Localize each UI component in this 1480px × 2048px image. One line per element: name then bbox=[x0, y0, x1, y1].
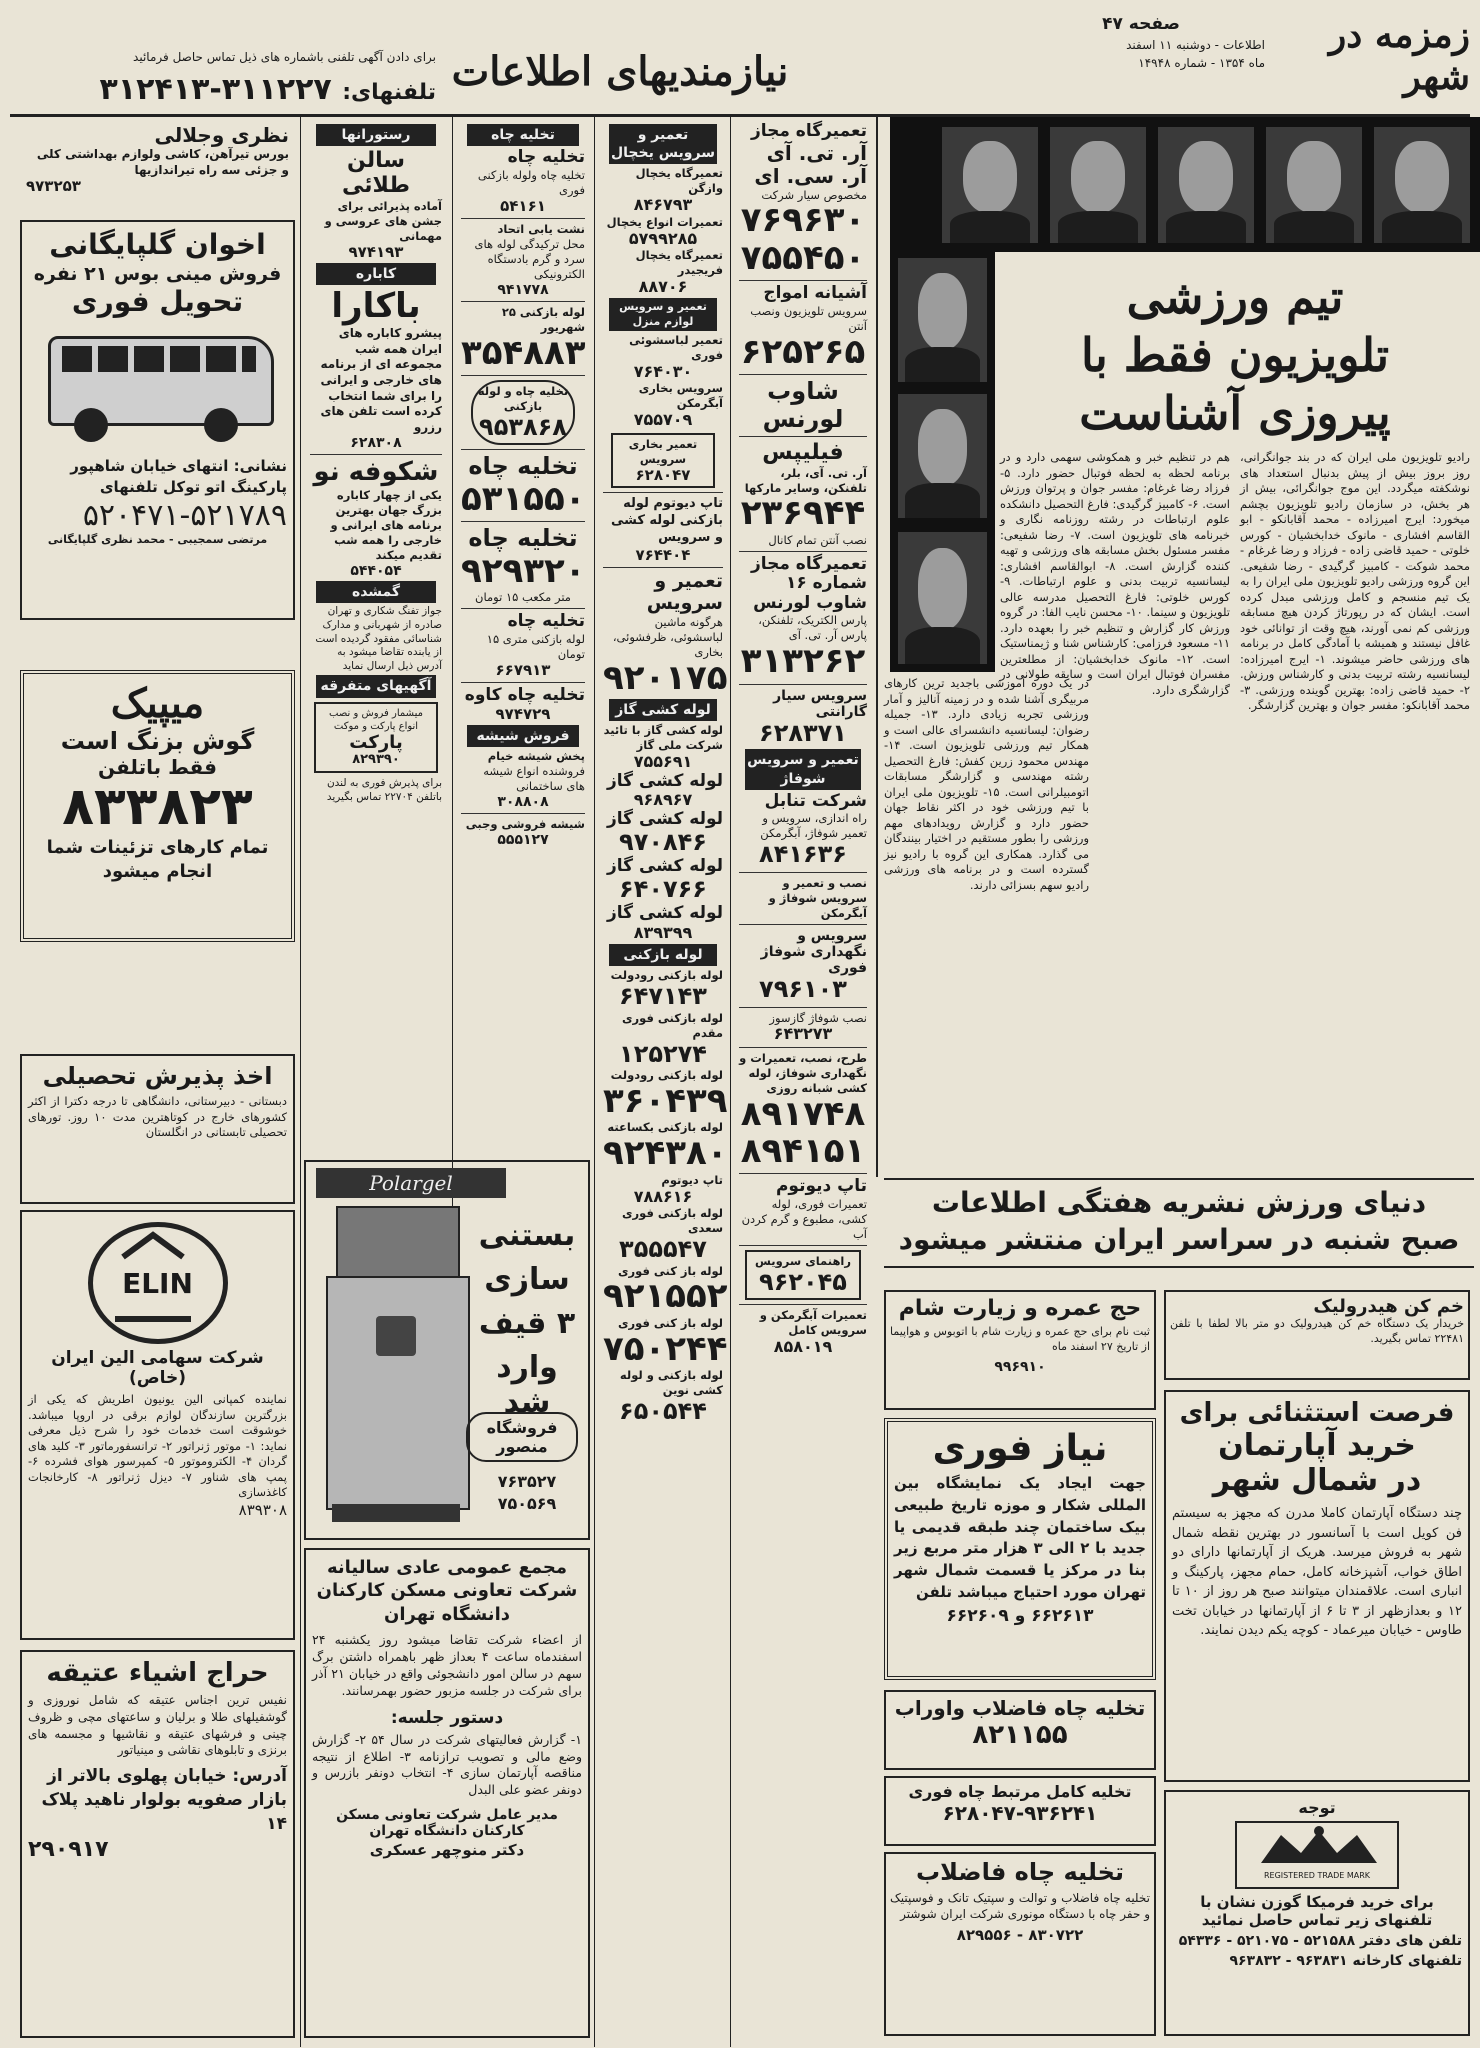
meeting-title: مجمع عمومی عادی سالیانه شرکت تعاونی مسکن کارکنان دانشگاه تهران bbox=[316, 1557, 578, 1625]
polargel-brand: Polargel bbox=[316, 1168, 506, 1198]
col-a-ad11-phone-2: ۸۹۴۱۵۱ bbox=[740, 1131, 866, 1172]
photo-5 bbox=[940, 125, 1040, 245]
col-e-ad3-title: میپیک bbox=[110, 680, 205, 727]
article-col-2: هم در تنظیم خبر و همکوشی سهمی دارد و در برنامه لحظه به لحظه فوتبال حضور دارد. ۵- فرزاد رضا غرغام: مفسر جوان و پرتوان ورزش است. ۶- کامبیز گرگیدی: فارغ التحصیل دانشکده علوم ارتباطات در رشته روزنامه نگاری و خبرنامه های تلویزیون است. ۷- رضا شفیعی: مفسر مسئول بخش مسابقه های ورزشی و تهیه کننده گزارش است. ۸- ابوالقاسم افشاری: لیسانسیه تربیت بدنی و علوم ارتباطات. ۹- کورس خلوتی: فارغ التحصیل مدرسه عالی تلویزیون و سینما. ۱۰- محسن نایب الفا: در گروه ورزش کار گزارش و تنظیم خبر را بعهده دارد. ۱۱- مسعود فرزامی: کارشناس شنا و ژیمناستیک است. ۱۲- مانوک خدابخشیان: از مطلعترین مفسران فوتبال ایران است و سابقه طولانی در گزارشگری دارد. bbox=[1000, 450, 1231, 697]
polargel-line-2: سازی bbox=[484, 1262, 570, 1297]
meeting-signer: مدیر عامل شرکت تعاونی مسکن کارکنان دانشگاه تهران bbox=[336, 1807, 558, 1840]
polargel-line-3: ۳ قیف bbox=[478, 1306, 576, 1341]
photo-4-body bbox=[1058, 211, 1139, 243]
meeting-agenda: ۱- گزارش فعالیتهای شرکت در سال ۵۴ ۲- گزارش وضع مالی و تصویب ترازنامه ۳- اطلاع از نتیجه مناقصه آپارتمان سازی ۴- انتخاب دونفر بازرس و دونفر عضو علی البدل bbox=[312, 1731, 583, 1798]
col-a-ad10-phone: ۶۴۳۲۷۳ bbox=[773, 1024, 833, 1044]
col-b-head-3: لوله کشی گاز bbox=[609, 699, 717, 721]
col-e-ad4 bbox=[20, 1054, 295, 1204]
apartment-title-3: در شمال شهر bbox=[1212, 1463, 1422, 1498]
photo-3 bbox=[1156, 125, 1256, 245]
col-c-ad9-title: پخش شیشه خیام bbox=[487, 749, 585, 763]
needs-title: نیاز فوری bbox=[932, 1428, 1108, 1469]
col-c-ad5-phone: ۵۳۱۵۵۰ bbox=[461, 479, 586, 520]
col-a-ad13-title: راهنمای سرویس bbox=[755, 1253, 851, 1268]
carpet-head: توجه bbox=[1298, 1798, 1336, 1817]
meeting-signer-name: دکتر منوچهر عسکری bbox=[369, 1841, 525, 1860]
col-a-ad4-title: فیلیپس bbox=[762, 440, 844, 466]
col-d-ad2-desc: پیشرو کاباره های ایران همه شب مجموعه ای از برنامه های خارجی و ایرانی را برای شما انتخاب کرده است تلفن های رزرو bbox=[320, 326, 442, 434]
photo-6-body bbox=[905, 347, 980, 382]
col-d-ad5-phone: ۸۲۹۳۹۰ bbox=[352, 752, 400, 768]
article-col-1: رادیو تلویزیون ملی ایران که در بند جوانگرانی، روز بروز بیش از پیش بدنبال استعداد های نوشکفته میگردد. این موج جوانگرائی، بیش از هر بخش، در سازمان رادیو تلویزیون بچشم میخورد: ایرج امیرزاده - محمد آقابانکو - ابو القاسم افشاری - مانوک خدابخشیان - کورس خلوتی - حمید قاضی زاده - فرزاد و رضا غرغام - محمد شوکت - کامبیز گرگیدی - رضا شفیعی. این گروه ورزشی رادیو تلویزیون ملی ایران را به یک تیم منسجم و کامل ورزشی مبدل کرده است. ایشان که در رپورتاژ کردن هیچ مسابقه ورزشی کم نمی آورند، هیچ وقت از توانائی خود غافل نیستند و همیشه با آمادگی کامل در برنامه های ورزشی حاضر میشوند. ۱- ایرج امیرزاده: لیسانسیه رشته تربیت بدنی و کارشناس ورزش. ۲- حمید قاضی زاده: بهترین گوینده ورزشی. ۳- محمد آقابانکو: مفسر جوان و بهترین گزارشگر. bbox=[1240, 450, 1470, 713]
carpet-office-label: تلفن های دفتر bbox=[1360, 1933, 1462, 1949]
col-a-ad5-phone: ۳۱۳۲۶۲ bbox=[740, 641, 866, 682]
needs-ad bbox=[884, 1418, 1156, 1680]
col-b-ad13-phone: ۸۳۹۳۹۹ bbox=[633, 922, 693, 942]
elin-logo bbox=[88, 1222, 228, 1344]
col-a-ad9-title: سرویس و نگهداری شوفاژ فوری bbox=[760, 927, 867, 976]
col-b-ad14-phone: ۶۴۷۱۴۳ bbox=[619, 982, 707, 1011]
sports-banner bbox=[884, 1178, 1474, 1268]
col-b-ad4-title: تعمیر لباسشوئی فوری bbox=[629, 332, 723, 362]
col-c-ad1-title: تخلیه چاه bbox=[507, 147, 585, 168]
classifieds-title: نیازمندیهای اطلاعات bbox=[451, 48, 789, 95]
col-a-ad3-title: شاوب لورنس bbox=[762, 377, 844, 433]
col-d-ad6-desc: برای پذیرش فوری به لندن باتلفن ۲۲۷۰۴ تماس بگیرید bbox=[326, 777, 442, 803]
carpet-factory-label: تلفنهای کارخانه bbox=[1352, 1953, 1462, 1969]
col-b-ad12-title: لوله کشی گاز bbox=[606, 855, 723, 876]
col-d-ad3-desc: یکی از چهار کاباره بزرگ جهان بهترین برنامه های ایرانی و خارجی را همه شب تقدیم میکند bbox=[330, 488, 442, 563]
carpet-factory bbox=[1172, 1953, 1462, 1969]
col-a-ad5-title: تعمیرگاه مجاز شماره ۱۶ شاوب لورنس bbox=[750, 553, 867, 613]
minibus-wheel-right bbox=[204, 408, 238, 442]
photo-4-face bbox=[1071, 141, 1125, 213]
polargel-phone-2: ۷۵۰۵۶۹ bbox=[497, 1494, 557, 1513]
col-b-ad8-title: تعمیر و سرویس bbox=[646, 570, 723, 615]
col-c-ad3-desc: لوله بازکنی ۲۵ شهریور bbox=[501, 304, 585, 334]
col-b-ad20-title: لوله باز کنی فوری bbox=[617, 1263, 723, 1278]
col-b-ad22-phone: ۶۵۰۵۴۴ bbox=[619, 1397, 707, 1426]
col-a-ad9-phone: ۷۹۶۱۰۳ bbox=[759, 974, 847, 1003]
col-e-ad2-line-1: فروش مینی بوس ۲۱ نفره bbox=[33, 263, 282, 285]
banner-line-1: دنیای ورزش نشریه هفتگی اطلاعات bbox=[931, 1186, 1427, 1219]
col-a-head-shofaj: تعمیر و سرویس شوفاژ bbox=[745, 749, 861, 789]
apartment-ad bbox=[1164, 1390, 1470, 1782]
machine-top bbox=[336, 1206, 460, 1280]
col-b-ad11-title: لوله کشی گاز bbox=[606, 808, 723, 829]
drain-phone-2: ۶۲۸۰۴۷-۹۳۶۲۴۱ bbox=[942, 1801, 1098, 1825]
col-e-ad2 bbox=[20, 220, 295, 620]
col-c-ad10-title: شیشه فروشی وجبی bbox=[465, 816, 585, 831]
col-b-ad7-phone: ۷۶۴۴۰۴ bbox=[635, 546, 691, 565]
col-b-ad18-phone: ۷۸۸۶۱۶ bbox=[633, 1186, 693, 1206]
article-headline bbox=[1000, 268, 1470, 448]
col-e-ad4-title: اخذ پذیرش تحصیلی bbox=[42, 1062, 273, 1090]
col-a-ad14-title: تعمیرات آبگرمکن و سرویس کامل bbox=[759, 1308, 867, 1338]
col-e-ad2-line-2: تحویل فوری bbox=[71, 285, 244, 318]
col-c-ad9-phone: ۳۰۸۸۰۸ bbox=[497, 793, 549, 810]
col-a-ad4-note: نصب آنتن تمام کانال bbox=[768, 532, 867, 547]
col-b bbox=[597, 120, 729, 2040]
col-b-ad8-desc: هرگونه ماشین لباسشوئی، ظرفشوئی، بخاری bbox=[612, 615, 723, 659]
col-a-brand-2: آر. سی. ای bbox=[754, 163, 867, 188]
carpet-factory-phones: ۹۶۳۸۳۱ - ۹۶۳۸۳۲ bbox=[1229, 1953, 1348, 1969]
hajj-desc: ثبت نام برای حج عمره و زیارت شام با اتوبوس و هواپیما از تاریخ ۲۷ اسفند ماه bbox=[890, 1325, 1150, 1353]
contact-block bbox=[16, 72, 436, 110]
col-e-ad1 bbox=[20, 122, 295, 212]
photo-1-body bbox=[1382, 211, 1463, 243]
col-c-ad2-desc: محل ترکیدگی لوله های سرد و گرم بادستگاه الکترونیکی bbox=[474, 236, 585, 281]
col-a-ad8-title: نصب و تعمیر و سرویس شوفاژ و آبگرمکن bbox=[768, 875, 867, 920]
col-b-ad8-phone: ۹۲۰۱۷۵ bbox=[603, 657, 728, 698]
col-b-ad21-phone: ۷۵۰۲۴۴ bbox=[603, 1328, 728, 1369]
col-c-ad9-desc: فروشنده انواع شیشه های ساختمانی bbox=[483, 763, 585, 793]
drain-phone-3: ۸۲۹۵۵۶ - ۸۳۰۷۲۲ bbox=[956, 1926, 1084, 1945]
col-a-ad12-title: تاپ دیوتوم bbox=[775, 1176, 867, 1197]
col-c-ad1-desc: تخلیه چاه ولوله بازکنی فوری bbox=[477, 167, 585, 197]
col-c-head-1: تخلیه چاه bbox=[467, 124, 579, 146]
col-b-ad14-title: لوله بازکنی رودولت bbox=[610, 968, 723, 983]
col-b-ad3-title: تعمیرگاه یخچال فریجیدر bbox=[635, 247, 723, 277]
photo-8-face bbox=[918, 548, 968, 630]
col-e-ad2-title: اخوان گلپایگانی bbox=[49, 228, 266, 261]
col-b-ad6 bbox=[611, 433, 715, 488]
headline-line-3: پیروزی آشناست bbox=[1079, 386, 1391, 440]
col-b-ad15-phone: ۱۲۵۲۷۴ bbox=[619, 1039, 707, 1068]
col-c-ad7-phone: ۶۶۷۹۱۳ bbox=[495, 660, 551, 679]
machine-body bbox=[326, 1276, 470, 1510]
col-a-ad6-title: سرویس سیار گارانتی bbox=[773, 687, 867, 720]
col-e-ad5-desc: نماینده کمپانی الین یونیون اطریش که یکی از بزرگترین سازندگان لوازم برقی در اروپا میباشد. خوشوقت است خدمات خود را شرح ذیل معرفی نماید: ۱- موتور ژنراتور ۲- ترانسفورماتور ۳- کلید های گردان ۴- الکتروموتور ۵- کمپرسور هوای فشرده ۶- پمپ های شناور ۷- دیزل ژنراتور ۸- کارخانجات کاغذسازی bbox=[28, 1392, 287, 1500]
col-d bbox=[304, 120, 448, 1155]
section-title: زمزمه در شهر bbox=[1328, 14, 1470, 98]
col-b-ad19-title: لوله بازکنی فوری سعدی bbox=[621, 1206, 723, 1236]
col-d-ad5-desc: میشمار فروش و نصب انواع پارکت و موکت bbox=[329, 707, 423, 732]
col-c-ad4 bbox=[471, 380, 575, 445]
elin-brand: ELIN bbox=[122, 1267, 193, 1300]
col-e-ad5-phone: ۸۳۹۳۰۸ bbox=[238, 1500, 287, 1519]
col-a-ad5-desc: پارس الکتریک، تلفنکن، پارس آر. تی. آی bbox=[758, 613, 867, 643]
col-b-ad9-title: لوله کشی گاز با تائید شرکت ملی گاز bbox=[603, 723, 723, 753]
col-b-ad5-phone: ۷۵۵۷۰۹ bbox=[633, 409, 693, 429]
col-d-ad4-desc: جواز تفنگ شکاری و تهران صادره از شهربانی و مدارک شناسائی مفقود گردیده است از یابنده تقاضا میشود به آدرس ذیل ارسال نماید bbox=[315, 605, 442, 672]
col-b-ad21-title: لوله باز کنی فوری bbox=[617, 1315, 723, 1330]
col-b-ad9-phone: ۷۵۵۶۹۱ bbox=[633, 752, 693, 772]
headline-line-1: تیم ورزشی bbox=[1126, 270, 1344, 324]
col-e-ad6 bbox=[20, 1650, 295, 2038]
col-a-ad7-desc: راه اندازی، سرویس و تعمیر شوفاژ، آبگرمکن bbox=[760, 811, 867, 841]
col-e-ad2-address: نشانی: انتهای خیابان شاهپور پارکینگ اتو توکل تلفنهای bbox=[70, 457, 287, 496]
photo-3-face bbox=[1179, 141, 1233, 213]
col-a-ad10-title: نصب شوفاژ گازسوز bbox=[769, 1010, 867, 1025]
polargel-store: فروشگاه منصور bbox=[466, 1412, 578, 1462]
col-a-ad2-title: آشیانه امواج bbox=[763, 283, 867, 304]
col-c-ad6-phone: ۹۲۹۳۲۰ bbox=[461, 551, 586, 592]
col-a-ad7-phone: ۸۴۱۶۳۶ bbox=[759, 840, 847, 869]
col-b-ad11-phone: ۹۷۰۸۴۶ bbox=[619, 828, 707, 857]
col-e-ad6-desc: نفیس ترین اجناس عتیقه که شامل نوروزی و گوشفیلهای طلا و برلیان و ساعتهای مچی و ظروف چینی و فرشهای عتیقه و نقاشیها و مجسمه های برنزی و تابلوهای نقاشی و مینیاتور bbox=[28, 1693, 287, 1758]
needs-body: جهت ایجاد یک نمایشگاه بین المللی شکار و موزه تاریخ طبیعی بیک ساختمان چند طبقه قدیمی یا جدید با ۲ الی ۳ هزار متر مربع زیر بنا در مرکز یا قسمت شمال شهر تهران مورد احتیاج میباشد تلفن bbox=[894, 1474, 1146, 1601]
col-c bbox=[455, 120, 591, 1255]
deer-icon bbox=[1241, 1823, 1397, 1867]
photo-7-face bbox=[918, 409, 968, 486]
polargel-ad bbox=[304, 1160, 590, 1540]
col-d-ad1-desc: آماده پذیرائی برای جشن های عروسی و مهمانی bbox=[324, 198, 442, 243]
article-col-3: در یک دوره آموزشی باجدید ترین کارهای مربیگری آشنا شده و در زمینه آنالیز و آمار ورزشی تجربه زیادی دارد. ۱۳- جمیله رضوان: لیسانسیه دانشسرای عالی است و همکار تیم ورزشی تلویزیون است. ۱۴- مهندس محمود زرین کفش: فارغ التحصیل رشته مهندسی و گزارشگر مسابقات اتومبیلرانی است. ۱۵- تلویزیون ملی ایران با تیم ورزشی خود در اکثر نقاط جهان حضور دارد و گزارش رویدادهای مهم ورزشی را بطور مستقیم در اختیار بینندگان می گذارد. همکاری این گروه با رادیو نیز گسترده است و در برنامه های ورزشی رادیو سهم بسزائی دارند. bbox=[884, 676, 1089, 892]
col-c-ad3-phone: ۳۵۴۸۸۳ bbox=[461, 332, 586, 373]
col-e-ad1-title: نظری وجلالی bbox=[154, 123, 289, 147]
col-b-ad16-title: لوله بازکنی رودولت bbox=[610, 1068, 723, 1083]
col-c-ad7-desc: لوله بازکنی متری ۱۵ تومان bbox=[486, 631, 585, 661]
contact-note: برای دادن آگهی تلفنی باشماره های ذیل تماس حاصل فرمائید bbox=[133, 50, 436, 64]
col-a bbox=[733, 120, 873, 2040]
col-b-ad5-title: سرویس بخاری آبگرمکن bbox=[638, 381, 723, 411]
hajj-phone: ۹۹۶۹۱۰ bbox=[994, 1358, 1046, 1375]
col-c-ad7-title: تخلیه چاه bbox=[507, 611, 585, 632]
col-e-ad5 bbox=[20, 1210, 295, 1640]
drain-phone-1: ۸۲۱۱۵۵ bbox=[972, 1720, 1068, 1750]
machine-base bbox=[332, 1504, 460, 1522]
col-a-brand-1: آر. تی. آی bbox=[766, 140, 867, 165]
photo-6-face bbox=[918, 273, 968, 350]
col-b-head-1: تعمیر و سرویس یخچال bbox=[609, 124, 717, 164]
col-c-ad2-title: نشت یابی اتحاد bbox=[497, 221, 585, 236]
col-e-ad6-title: حراج اشیاء عتیقه bbox=[46, 1658, 269, 1688]
col-a-cat-1: تعمیرگاه مجاز bbox=[750, 121, 867, 141]
col-a-ad11-title: طرح، نصب، تعمیرات و نگهداری شوفاژ، لوله کشی شبانه روزی bbox=[739, 1050, 867, 1095]
col-e-ad6-phone: ۲۹۰۹۱۷ bbox=[28, 1836, 109, 1862]
deer-logo bbox=[1235, 1821, 1399, 1889]
col-e-ad1-desc: بورس تیرآهن، کاشی ولوازم بهداشتی کلی و جزئی سه راه تیراندازیها bbox=[36, 147, 289, 177]
issue-line-2: ماه ۱۳۵۴ - شماره ۱۴۹۴۸ bbox=[1138, 56, 1265, 70]
col-b-ad4-phone: ۷۶۴۰۳۰ bbox=[633, 361, 693, 381]
col-c-head-2: فروش شیشه bbox=[467, 725, 579, 747]
col-c-ad6-title: تخلیه چاه bbox=[468, 524, 578, 553]
headline-line-2: تلویزیون فقط با bbox=[1080, 328, 1390, 382]
divider-col-d bbox=[300, 117, 301, 2047]
col-c-ad6-note: متر مکعب ۱۵ تومان bbox=[475, 590, 571, 605]
machine-spout bbox=[376, 1316, 416, 1356]
ice-cream-machine bbox=[326, 1206, 466, 1526]
col-c-ad5-title: تخلیه چاه bbox=[468, 452, 578, 481]
col-b-ad12-phone: ۶۴۰۷۶۶ bbox=[619, 875, 707, 904]
carpet-body: برای خرید فرمیکا گوزن نشان با تلفنهای زیر تماس حاصل نمائید bbox=[1200, 1893, 1434, 1929]
col-d-ad1-title: سالن طلائی bbox=[342, 148, 410, 199]
col-b-ad15-title: لوله بازکنی فوری مقدم bbox=[621, 1010, 723, 1040]
col-e-ad3 bbox=[20, 670, 295, 942]
col-a-ad7-title: شرکت تنابل bbox=[764, 790, 867, 811]
divider-col-c bbox=[452, 117, 453, 1257]
col-a-ad13 bbox=[745, 1250, 861, 1301]
col-b-ad1-phone: ۸۴۶۷۹۳ bbox=[633, 195, 693, 215]
col-a-ad12-desc: تعمیرات فوری، لوله کشی، مطبوع و گرم کردن آب bbox=[741, 1197, 867, 1241]
divider-col-b bbox=[594, 117, 595, 2047]
col-d-ad3-title: شکوفه نو bbox=[313, 457, 439, 488]
drain-desc-3: تخلیه چاه فاضلاب و توالت و سپتیک تانک و فوسپتیک و حفر چاه با دستگاه مونوری شرکت ایران شوشتر bbox=[890, 1891, 1150, 1922]
photo-7-body bbox=[905, 483, 980, 518]
col-b-ad17-phone: ۹۲۴۳۸۰ bbox=[603, 1133, 728, 1174]
col-b-ad7-title: تاپ دیوتوم لوله بازکنی لوله کشی و سرویس bbox=[610, 496, 723, 546]
col-e-ad1-phone: ۹۷۳۲۵۳ bbox=[26, 177, 81, 196]
col-b-ad3-phone: ۸۸۷۰۶ bbox=[638, 276, 688, 296]
col-e-ad3-line-1: گوش بزنگ است bbox=[60, 727, 255, 755]
drain-title-1: تخلیه چاه فاضلاب واوراب bbox=[894, 1696, 1146, 1720]
col-a-ad6-phone: ۶۲۸۳۷۱ bbox=[759, 718, 847, 747]
drain-ad-2 bbox=[884, 1776, 1156, 1846]
hajj-title: حج عمره و زیارت شام bbox=[898, 1296, 1142, 1321]
photo-5-face bbox=[963, 141, 1017, 213]
drain-ad-1 bbox=[884, 1690, 1156, 1770]
col-c-ad2-phone: ۹۴۱۷۷۸ bbox=[497, 281, 549, 298]
banner-line-2: صبح شنبه در سراسر ایران منتشر میشود bbox=[898, 1223, 1460, 1256]
photo-2 bbox=[1264, 125, 1364, 245]
apartment-title-1: فرصت استثنائی برای bbox=[1179, 1398, 1455, 1428]
contact-numbers: ۳۱۱۲۲۷-۳۱۲۴۱۳ bbox=[99, 72, 332, 107]
col-b-ad2-phone: ۵۷۹۹۲۸۵ bbox=[628, 228, 698, 248]
col-d-head-4: آگهیهای متفرقه bbox=[316, 675, 436, 697]
col-b-ad16-phone: ۳۶۰۴۳۹ bbox=[603, 1081, 728, 1122]
col-e-ad3-line-3: تمام کارهای تزئینات شما انجام میشود bbox=[46, 837, 269, 882]
col-a-ad14-phone: ۸۵۸۰۱۹ bbox=[773, 1337, 833, 1357]
col-c-ad4-phone: ۹۵۳۸۶۸ bbox=[479, 412, 567, 441]
carpet-office-phones: ۵۲۱۵۸۸ - ۵۲۱۰۷۵ - ۵۴۳۳۶ bbox=[1178, 1933, 1356, 1949]
hydraulic-title: خم کن هیدرولیک bbox=[1313, 1296, 1464, 1317]
carpet-office bbox=[1172, 1933, 1462, 1949]
polargel-line-1: بستنی bbox=[478, 1218, 576, 1253]
col-d-ad5-title: پارکت bbox=[349, 731, 403, 753]
col-e-ad5-title: شرکت سهامی الین ایران (خاص) bbox=[51, 1348, 264, 1388]
hajj-ad bbox=[884, 1290, 1156, 1410]
photo-2-body bbox=[1274, 211, 1355, 243]
col-d-ad5 bbox=[314, 702, 438, 774]
apartment-body: چند دستگاه آپارتمان کاملا مدرن که مجهز به سیستم فن کویل است با آسانسور در بهترین نقطه شمال شهر به فروش میرسد. هریک از آپارتمانها دارای دو اطاق خواب، آشپزخانه کامل، حمام مجهز، پارکینگ و انباری است. علاقمندان میتوانند صبح هر روز از ۱۰ تا ۱۲ و بعدازظهر از ۳ تا ۶ از آپارتمانها در خیابان تخت طاوس - خیابان میرعماد - کوچه یکم دیدن نمایند. bbox=[1172, 1506, 1463, 1638]
col-a-ad2-desc: سرویس تلویزیون ونصب آنتن bbox=[750, 303, 867, 333]
minibus-illustration bbox=[38, 322, 277, 452]
hydraulic-ad bbox=[1164, 1290, 1470, 1380]
divider-col-a bbox=[730, 117, 731, 2047]
col-a-phone-2: ۷۵۵۴۵۰ bbox=[740, 237, 866, 278]
col-b-ad6-title: تعمیر بخاری سرویس bbox=[628, 437, 698, 467]
col-a-desc-1: مخصوص سیار شرکت bbox=[761, 187, 867, 202]
col-e-ad3-phone: ۸۳۳۸۲۳ bbox=[62, 777, 253, 837]
col-d-head-2: کاباره bbox=[316, 263, 436, 285]
col-a-ad11-phone-1: ۸۹۱۷۴۸ bbox=[740, 1093, 866, 1134]
col-b-ad10-title: لوله کشی گاز bbox=[606, 770, 723, 791]
col-b-ad19-phone: ۳۵۵۵۴۷ bbox=[619, 1234, 707, 1263]
col-b-ad20-phone: ۹۲۱۵۵۲ bbox=[603, 1276, 728, 1317]
col-a-ad4-desc: آر. تی. آی، بلر، تلفنکن، وسایر مارکها bbox=[744, 465, 867, 495]
col-c-ad4-title: تخلیه چاه و لوله بازکنی bbox=[477, 383, 569, 413]
minibus-windows bbox=[62, 346, 256, 372]
col-e-ad6-address: آدرس: خیابان پهلوی بالاتر از بازار صفویه بولوار ناهید پلاک ۱۴ bbox=[41, 1766, 287, 1834]
photo-8-body bbox=[905, 627, 980, 664]
drain-title-2: تخلیه کامل مرتبط چاه فوری bbox=[908, 1782, 1132, 1801]
col-a-ad4-phone: ۲۳۶۹۴۴ bbox=[740, 493, 866, 534]
col-e-ad4-desc: دبستانی - دبیرستانی، دانشگاهی تا درجه دکترا از اکثر کشورهای خارج در کوتاهترین مدت ۱۰ روز. تورهای تحصیلی تابستانی در انگلستان bbox=[28, 1094, 287, 1140]
needs-phone: ۶۶۲۶۱۳ و ۶۶۲۶۰۹ bbox=[946, 1605, 1094, 1626]
photo-2-face bbox=[1287, 141, 1341, 213]
col-e-ad3-line-2: فقط باتلفن bbox=[98, 755, 217, 779]
photo-1 bbox=[1372, 125, 1472, 245]
contact-label: تلفنهای: bbox=[342, 80, 436, 105]
col-d-ad1-phone: ۹۷۴۱۹۳ bbox=[348, 242, 404, 261]
col-c-ad8-phone: ۹۷۴۷۲۹ bbox=[495, 704, 551, 723]
meeting-agenda-title: دستور جلسه: bbox=[390, 1707, 504, 1728]
col-c-ad8-title: تخلیه چاه کاوه bbox=[464, 685, 585, 706]
carpet-mark: REGISTERED TRADE MARK bbox=[1263, 1871, 1371, 1880]
meeting-notice bbox=[304, 1548, 590, 2038]
col-e-ad2-phone: ۵۲۰۴۷۱-۵۲۱۷۸۹ bbox=[82, 498, 287, 533]
col-b-ad13-title: لوله کشی گاز bbox=[606, 902, 723, 923]
carpet-ad bbox=[1164, 1790, 1470, 2036]
article-photo-column bbox=[890, 252, 995, 672]
col-c-ad10-phone: ۵۵۵۱۲۷ bbox=[497, 831, 549, 848]
drain-title-3: تخلیه چاه فاضلاب bbox=[916, 1858, 1124, 1886]
col-d-ad3-phone: ۵۴۴۰۵۴ bbox=[350, 562, 402, 579]
col-d-head-1: رستورانها bbox=[316, 124, 436, 146]
col-d-ad2-title: باکارا bbox=[331, 286, 421, 327]
col-b-ad10-phone: ۹۶۸۹۶۷ bbox=[633, 790, 693, 810]
photo-8 bbox=[896, 530, 989, 666]
divider-article bbox=[876, 117, 878, 1177]
drain-ad-3 bbox=[884, 1852, 1156, 2036]
col-c-ad1-phone: ۵۴۱۶۱ bbox=[500, 196, 546, 215]
col-b-ad2-title: تعمیرات انواع یخچال bbox=[606, 214, 723, 229]
photo-5-body bbox=[950, 211, 1031, 243]
photo-6 bbox=[896, 256, 989, 384]
col-e-ad2-names: مرتضی سمجیبی - محمد نظری گلپایگانی bbox=[47, 533, 268, 546]
page-label: صفحه ۴۷ bbox=[1102, 14, 1180, 34]
col-b-head-4: لوله بازکنی bbox=[609, 944, 717, 966]
minibus-wheel-left bbox=[74, 408, 108, 442]
photo-3-body bbox=[1166, 211, 1247, 243]
col-b-head-2: تعمیر و سرویس لوازم منزل bbox=[609, 298, 717, 331]
col-b-ad6-phone: ۶۲۸۰۴۷ bbox=[635, 466, 691, 485]
polargel-line-4: وارد شد bbox=[496, 1350, 558, 1420]
col-d-head-3: گمشده bbox=[316, 581, 436, 603]
photo-7 bbox=[896, 392, 989, 520]
col-b-ad18-title: تاپ دیوتوم bbox=[661, 1172, 723, 1187]
col-b-ad22-title: لوله بازکنی و لوله کشی نوین bbox=[619, 1368, 723, 1398]
meeting-body: از اعضاء شرکت تقاضا میشود روز یکشنبه ۲۴ اسفندماه ساعت ۴ بعداز ظهر باهمراه داشتن برگ سهم در سالن امور دانشجوئی واقع در خیابان ۲۱ آذر برای شرکت در جلسه مزبور حضور بهمرسانند. bbox=[312, 1632, 582, 1698]
col-a-phone-1: ۷۶۹۶۳۰ bbox=[740, 200, 866, 241]
col-a-ad2-phone: ۶۲۵۲۶۵ bbox=[740, 331, 866, 372]
photo-4 bbox=[1048, 125, 1148, 245]
polargel-phone-1: ۷۶۳۵۲۷ bbox=[497, 1472, 557, 1491]
col-a-ad13-phone: ۹۶۲۰۴۵ bbox=[759, 1267, 847, 1296]
article-photo-strip bbox=[890, 117, 1480, 252]
col-b-ad1-title: تعمیرگاه یخچال وازگن bbox=[635, 166, 723, 196]
apartment-title-2: خرید آپارتمان bbox=[1218, 1428, 1416, 1463]
col-b-ad17-title: لوله بازکنی بکساعته bbox=[607, 1120, 723, 1135]
col-d-ad2-phone: ۶۲۸۳۰۸ bbox=[350, 435, 402, 452]
photo-1-face bbox=[1395, 141, 1449, 213]
hydraulic-desc: خریدار یک دستگاه خم کن هیدرولیک دو متر بالا لطفا با تلفن ۲۲۴۸۱ تماس بگیرید. bbox=[1170, 1317, 1464, 1345]
issue-line-1: اطلاعات - دوشنبه ۱۱ اسفند bbox=[1126, 38, 1265, 52]
